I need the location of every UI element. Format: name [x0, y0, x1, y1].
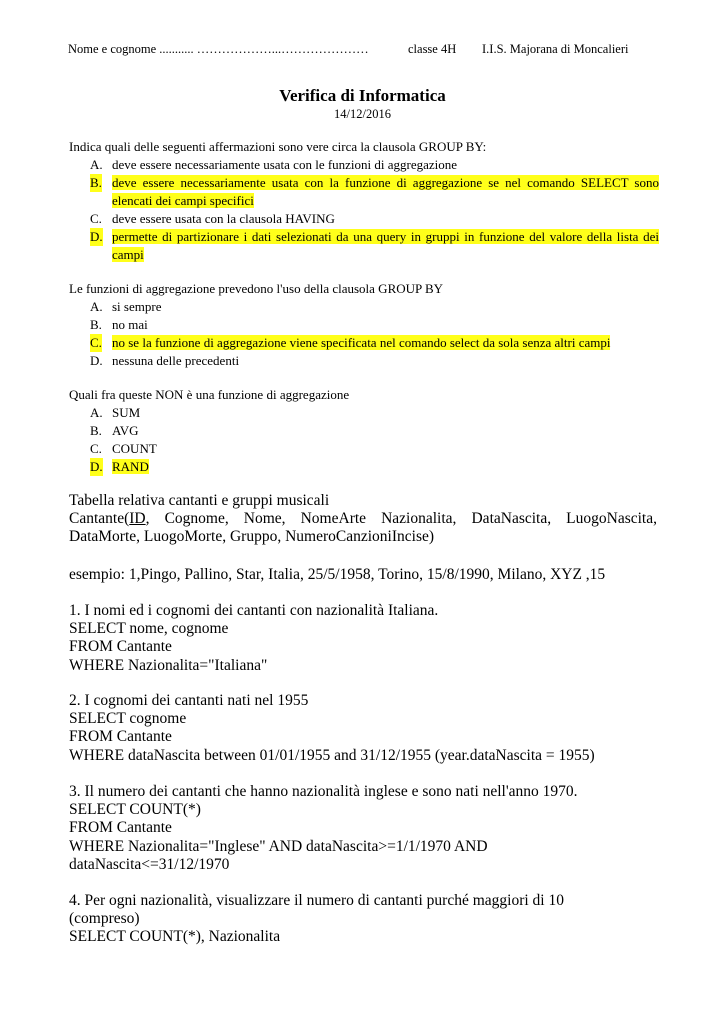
- exercise-line: SELECT COUNT(*): [69, 801, 201, 819]
- schema-rest: , Cognome, Nome, NomeArte Nazionalita, DataNascita, LuogoNascita,: [145, 510, 657, 528]
- option-text: si sempre: [112, 299, 162, 314]
- exercise-line: WHERE dataNascita between 01/01/1955 and 31/12/1955 (year.dataNascita = 1955): [69, 746, 595, 764]
- header-school: I.I.S. Majorana di Moncalieri: [482, 42, 629, 56]
- option-letter: C.: [90, 335, 102, 350]
- exercise-line: SELECT COUNT(*), Nazionalita: [69, 928, 281, 946]
- option-text: no se la funzione di aggregazione viene specificata nel comando select da sola senza altri campi: [112, 335, 611, 350]
- option-2a: [90, 298, 659, 316]
- exercise-1: [69, 602, 657, 675]
- option-2b: [90, 316, 659, 334]
- table-heading: Tabella relativa cantanti e gruppi musicali: [69, 492, 330, 509]
- question-3: [69, 386, 659, 476]
- exercise-line: WHERE Nazionalita="Italiana": [69, 656, 268, 674]
- exercise-line: FROM Cantante: [69, 638, 172, 656]
- option-2c: [90, 334, 659, 352]
- exercise-line: WHERE Nazionalita="Inglese" AND dataNascita>=1/1/1970 AND: [69, 837, 488, 855]
- option-letter: C.: [90, 441, 102, 456]
- page-title: Verifica di Informatica: [279, 86, 446, 105]
- question-3-options: [69, 404, 659, 476]
- schema-key: ID: [129, 510, 146, 528]
- option-letter: A.: [90, 299, 103, 314]
- exercise-line: FROM Cantante: [69, 728, 172, 746]
- option-letter: A.: [90, 405, 103, 420]
- schema-line-1: [69, 510, 657, 528]
- option-text: deve essere usata con la clausola HAVING: [112, 211, 335, 226]
- page-date: 14/12/2016: [334, 107, 391, 121]
- table-description: [69, 492, 657, 547]
- exercise-3: [69, 783, 657, 874]
- option-text: SUM: [112, 405, 141, 420]
- option-letter: B.: [90, 317, 102, 332]
- option-text: permette di partizionare i dati selezionati da una query in gruppi in funzione del valore della lista dei campi: [112, 229, 659, 262]
- example-row: esempio: 1,Pingo, Pallino, Star, Italia, 25/5/1958, Torino, 15/8/1990, Milano, XYZ ,15: [69, 566, 606, 583]
- option-3a: [90, 404, 659, 422]
- question-2-options: [69, 298, 659, 370]
- option-letter: A.: [90, 157, 103, 172]
- option-text: deve essere necessariamente usata con la funzione di aggregazione se nel comando SELECT sono elencati dei campi specifici: [112, 175, 659, 208]
- exercise-line: 1. I nomi ed i cognomi dei cantanti con nazionalità Italiana.: [69, 602, 439, 619]
- option-text: deve essere necessariamente usata con le funzioni di aggregazione: [112, 157, 458, 172]
- option-letter: B.: [90, 423, 102, 438]
- option-letter: B.: [90, 175, 102, 190]
- option-3d: [90, 458, 659, 476]
- option-1c: [90, 210, 659, 228]
- exercise-line: 4. Per ogni nazionalità, visualizzare il numero di cantanti purché maggiori di 10: [69, 892, 564, 909]
- exercise-line: SELECT cognome: [69, 710, 187, 728]
- question-1-text: Indica quali delle seguenti affermazioni sono vere circa la clausola GROUP BY:: [69, 139, 487, 154]
- option-1b: [90, 174, 659, 210]
- option-text: no mai: [112, 317, 148, 332]
- exercise-line: (compreso): [69, 910, 140, 928]
- question-3-text: Quali fra queste NON è una funzione di aggregazione: [69, 387, 350, 402]
- option-3c: [90, 440, 659, 458]
- question-2: [69, 280, 659, 370]
- option-letter: D.: [90, 459, 103, 474]
- question-1: [69, 138, 659, 264]
- option-text: AVG: [112, 423, 139, 438]
- exercise-4: [69, 892, 657, 947]
- option-3b: [90, 422, 659, 440]
- option-1a: [90, 156, 659, 174]
- option-letter: C.: [90, 211, 102, 226]
- exercise-2: [69, 692, 657, 765]
- option-letter: D.: [90, 229, 103, 244]
- option-1d: [90, 228, 659, 264]
- option-text: COUNT: [112, 441, 157, 456]
- header-class: classe 4H: [408, 42, 457, 56]
- option-text: RAND: [112, 459, 149, 474]
- exercise-line: 3. Il numero dei cantanti che hanno nazionalità inglese e sono nati nell'anno 1970.: [69, 783, 578, 800]
- schema-prefix: Cantante(: [69, 510, 130, 528]
- option-2d: [90, 352, 659, 370]
- question-1-options: [69, 156, 659, 264]
- option-text: nessuna delle precedenti: [112, 353, 240, 368]
- option-letter: D.: [90, 353, 103, 368]
- exercise-line: FROM Cantante: [69, 819, 172, 837]
- schema-line-2: DataMorte, LuogoMorte, Gruppo, NumeroCanzioniIncise): [69, 528, 435, 546]
- exercise-line: SELECT nome, cognome: [69, 620, 229, 638]
- header-name-field: Nome e cognome ........... ………………...…………………: [68, 42, 369, 56]
- question-2-text: Le funzioni di aggregazione prevedono l'uso della clausola GROUP BY: [69, 281, 444, 296]
- exercise-line: dataNascita<=31/12/1970: [69, 855, 230, 873]
- exercise-line: 2. I cognomi dei cantanti nati nel 1955: [69, 692, 309, 709]
